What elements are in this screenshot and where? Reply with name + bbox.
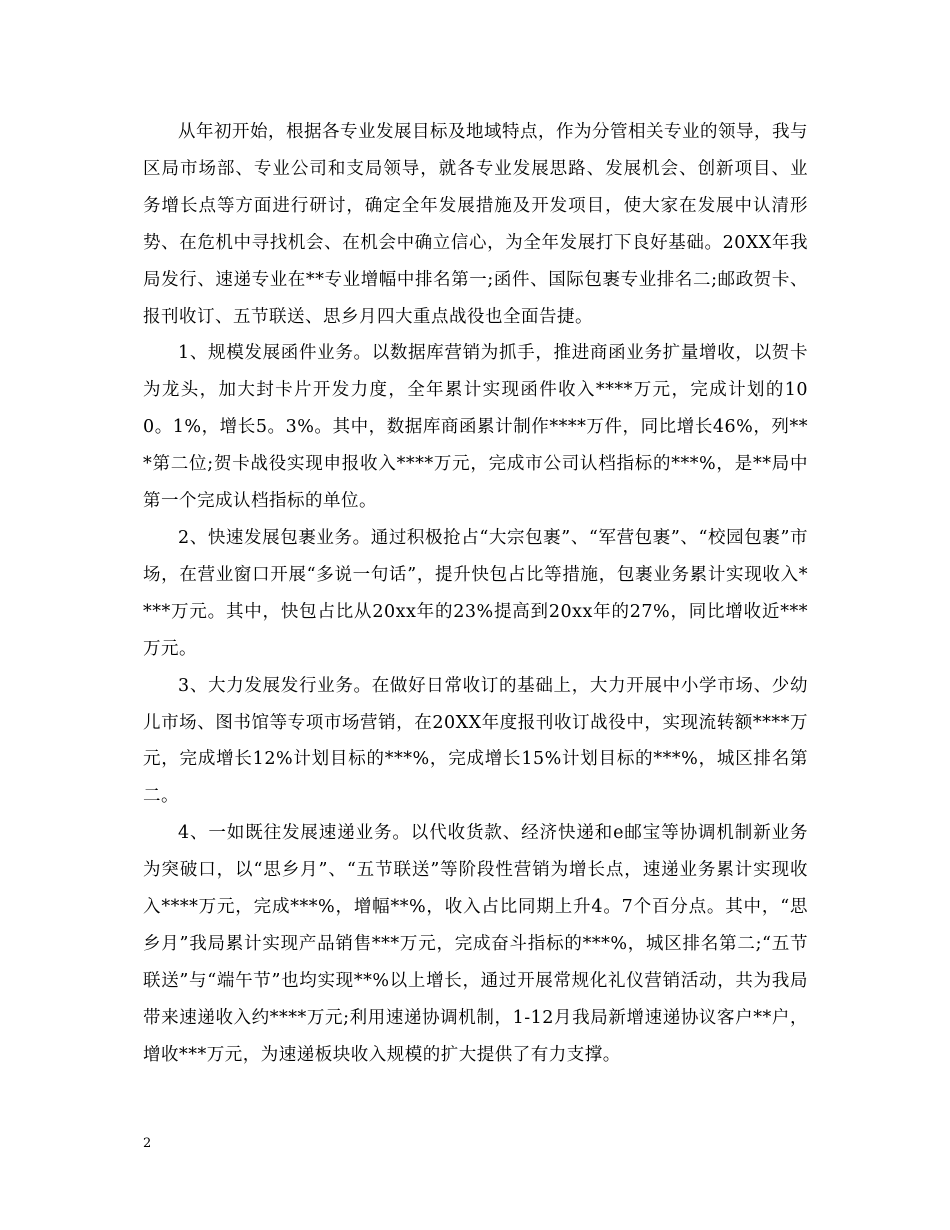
paragraph-distribution-business: 3、大力发展发行业务。在做好日常收订的基础上，大力开展中小学市场、少幼儿市场、图书馆等专项市场营销，在20XX年度报刊收订战役中，实现流转额****万元，完成增长12%计划目标的***%，完成增长15%计划目标的***%，城区排名第二。 <box>143 675 808 807</box>
paragraph-parcel-business: 2、快速发展包裹业务。通过积极抢占“大宗包裹”、“军营包裹”、“校园包裹”市场，在营业窗口开展“多说一句话”，提升快包占比等措施，包裹业务累计实现收入****万元。其中，快包占比从20xx年的23%提高到20xx年的27%，同比增收近***万元。 <box>143 527 808 659</box>
paragraph-letter-business: 1、规模发展函件业务。以数据库营销为抓手，推进商函业务扩量增收，以贺卡为龙头，加大封卡片开发力度，全年累计实现函件收入****万元，完成计划的100。1%，增长5。3%。其中，数据库商函累计制作****万件，同比增长46%，列***第二位;贺卡战役实现申报收入****万元，完成市公司认档指标的***%，是**局中第一个完成认档指标的单位。 <box>143 343 808 512</box>
paragraph-express-business: 4、一如既往发展速递业务。以代收货款、经济快递和e邮宝等协调机制新业务为突破口，以“思乡月”、“五节联送”等阶段性营销为增长点，速递业务累计实现收入****万元，完成***%，增幅**%，收入占比同期上升4。7个百分点。其中，“思乡月”我局累计实现产品销售***万元，完成奋斗指标的***%，城区排名第二;“五节联送”与“端午节”也均实现**%以上增长，通过开展常规化礼仪营销活动，共为我局带来速递收入约****万元;利用速递协调机制，1-12月我局新增速递协议客户**户，增收***万元，为速递板块收入规模的扩大提供了有力支撑。 <box>143 823 808 1065</box>
document-body <box>143 114 808 1074</box>
paragraph-intro: 从年初开始，根据各专业发展目标及地域特点，作为分管相关专业的领导，我与区局市场部、专业公司和支局领导，就各专业发展思路、发展机会、创新项目、业务增长点等方面进行研讨，确定全年发展措施及开发项目，使大家在发展中认清形势、在危机中寻找机会、在机会中确立信心，为全年发展打下良好基础。20XX年我局发行、速递专业在**专业增幅中排名第一;函件、国际包裹专业排名二;邮政贺卡、报刊收订、五节联送、思乡月四大重点战役也全面告捷。 <box>143 122 808 327</box>
page-number: 2 <box>143 1136 152 1151</box>
